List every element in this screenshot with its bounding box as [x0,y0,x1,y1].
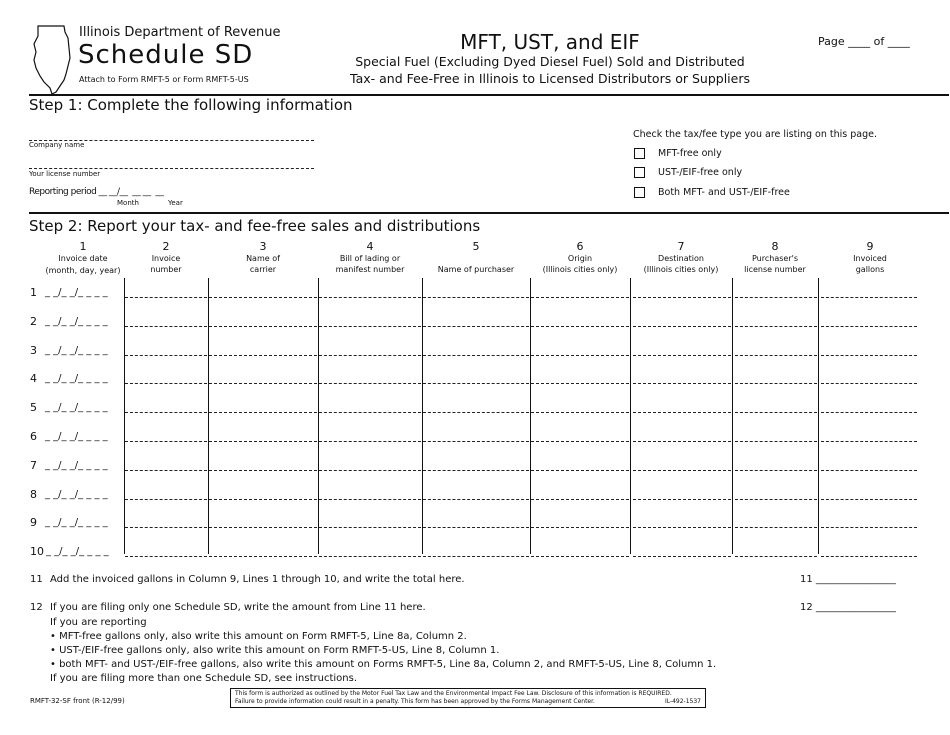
col9-label: Invoiced [853,254,887,263]
col4-sublabel: manifest number [335,265,405,274]
both-free-label: Both MFT- and UST-/EIF-free [658,187,790,198]
row-cell-input[interactable] [633,527,731,528]
col9-sublabel: gallons [855,265,885,274]
row-cell-input[interactable] [125,326,207,327]
row-cell-input[interactable] [735,412,817,413]
row-cell-input[interactable] [319,499,421,500]
row-cell-input[interactable] [531,470,629,471]
row-cell-input[interactable] [735,527,817,528]
row-cell-input[interactable] [633,441,731,442]
column-divider [208,278,209,554]
step-divider [29,212,949,214]
reporting-period-field[interactable]: Reporting period __ __/__ __ __ __ [29,187,164,197]
row-cell-input[interactable] [531,527,629,528]
invoice-date-input[interactable]: _ _/_ _/_ _ _ _ [45,316,108,327]
line11-total-input[interactable]: 11 ________________ [800,574,896,585]
step1-heading: Step 1: Complete the following information [29,96,353,114]
department-name: Illinois Department of Revenue [79,25,281,40]
row-cell-input[interactable] [531,355,629,356]
disclosure-line-2: Failure to provide information could result in a penalty. This form has been approved by the Forms Management Center. [235,698,595,705]
license-number-label: Your license number [29,170,101,178]
col4-number: 4 [366,240,374,253]
form-title: MFT, UST, and EIF [460,30,640,54]
row-cell-input[interactable] [319,527,421,528]
row-cell-input[interactable] [209,412,317,413]
row-cell-input[interactable] [209,556,317,557]
row-cell-input[interactable] [821,499,917,500]
row-cell-input[interactable] [125,527,207,528]
col7-number: 7 [677,240,685,253]
step2-heading: Step 2: Report your tax- and fee-free sales and distributions [29,217,481,235]
row-cell-input[interactable] [735,383,817,384]
bullet-both: • both MFT- and UST-/EIF-free gallons, also write this amount on Forms RMFT-5, Line 8a, Column 2, and RMFT-5-US, Line 8, Column 1. [50,659,717,670]
column-divider [124,278,125,554]
row-number: 5 [30,401,37,414]
row-cell-input[interactable] [735,355,817,356]
col6-label: Origin [567,254,593,263]
row-cell-input[interactable] [209,499,317,500]
col3-number: 3 [259,240,267,253]
row-cell-input[interactable] [125,556,207,557]
row-cell-input[interactable] [319,412,421,413]
form-subtitle-2: Tax- and Fee-Free in Illinois to Licensed Distributors or Suppliers [350,71,750,86]
row-cell-input[interactable] [319,326,421,327]
row-cell-input[interactable] [821,412,917,413]
row-cell-input[interactable] [209,355,317,356]
row-cell-input[interactable] [125,355,207,356]
row-cell-input[interactable] [125,297,207,298]
col7-sublabel: (Illinois cities only) [643,265,719,274]
row-cell-input[interactable] [209,326,317,327]
row-cell-input[interactable] [821,355,917,356]
page-number-field[interactable]: Page ____ of ____ [818,35,910,48]
invoice-date-input[interactable]: _ _/_ _/_ _ _ _ [45,431,108,442]
form-id: RMFT-32-SF front (R-12/99) [30,697,125,705]
form-code: IL-492-1537 [664,698,701,705]
row-cell-input[interactable] [423,470,529,471]
row-cell-input[interactable] [423,297,529,298]
row-cell-input[interactable] [423,326,529,327]
col4-label: Bill of lading or [339,254,401,263]
col5-number: 5 [472,240,480,253]
row-cell-input[interactable] [423,499,529,500]
ust-eif-free-label: UST-/EIF-free only [658,167,743,178]
row-cell-input[interactable] [319,441,421,442]
row-cell-input[interactable] [423,412,529,413]
row-cell-input[interactable] [735,556,817,557]
ust-eif-free-checkbox[interactable] [634,167,645,178]
invoice-date-input[interactable]: _ _/_ _/_ _ _ _ [45,489,108,500]
bullet-ust: • UST-/EIF-free gallons only, also write this amount on Form RMFT-5-US, Line 8, Column 1. [50,645,500,656]
row-cell-input[interactable] [531,441,629,442]
bullet-mft: • MFT-free gallons only, also write this amount on Form RMFT-5, Line 8a, Column 2. [50,631,467,642]
col8-number: 8 [771,240,779,253]
col6-number: 6 [576,240,584,253]
row-cell-input[interactable] [209,297,317,298]
column-divider [732,278,733,554]
invoice-date-input[interactable]: _ _/_ _/_ _ _ _ [45,402,108,413]
row-cell-input[interactable] [735,297,817,298]
row-number: 10 [30,545,44,558]
row-cell-input[interactable] [209,527,317,528]
column-divider [422,278,423,554]
row-cell-input[interactable] [821,470,917,471]
schedule-title: Schedule SD [78,40,254,70]
row-cell-input[interactable] [633,412,731,413]
invoice-date-input[interactable]: _ _/_ _/_ _ _ _ [45,460,108,471]
attach-note: Attach to Form RMFT-5 or Form RMFT-5-US [79,75,249,84]
both-free-checkbox[interactable] [634,187,645,198]
col1-number: 1 [79,240,87,253]
row-number: 1 [30,286,37,299]
month-label: Month [117,199,139,207]
row-cell-input[interactable] [319,355,421,356]
line12-total-input[interactable]: 12 ________________ [800,602,896,613]
col3-sublabel: carrier [249,265,277,274]
row-cell-input[interactable] [423,556,529,557]
row-number: 3 [30,344,37,357]
column-divider [530,278,531,554]
illinois-map-icon [30,24,76,96]
col8-sublabel: license number [744,265,806,274]
row-cell-input[interactable] [633,297,731,298]
row-cell-input[interactable] [423,527,529,528]
row-cell-input[interactable] [531,383,629,384]
disclosure-line-1: This form is authorized as outlined by the Motor Fuel Tax Law and the Environmental Impact Fee Law. Disclosure of this information is REQUIRED. [235,690,672,697]
row-cell-input[interactable] [423,355,529,356]
row-number: 2 [30,315,37,328]
row-number: 4 [30,372,37,385]
row-cell-input[interactable] [423,383,529,384]
row-number: 7 [30,459,37,472]
col9-number: 9 [866,240,874,253]
reporting-intro: If you are reporting [50,617,147,628]
invoice-date-input[interactable]: _ _/_ _/_ _ _ _ [46,546,109,557]
row-cell-input[interactable] [735,326,817,327]
check-type-heading: Check the tax/fee type you are listing on this page. [633,129,877,140]
row-cell-input[interactable] [633,326,731,327]
column-divider [318,278,319,554]
row-cell-input[interactable] [821,441,917,442]
row-cell-input[interactable] [531,297,629,298]
row-cell-input[interactable] [319,470,421,471]
col7-label: Destination [658,254,704,263]
row-cell-input[interactable] [821,556,917,557]
company-name-label: Company name [29,141,85,149]
line12-text: If you are filing only one Schedule SD, write the amount from Line 11 here. [50,602,426,613]
col2-number: 2 [162,240,170,253]
row-cell-input[interactable] [209,470,317,471]
invoice-date-input[interactable]: _ _/_ _/_ _ _ _ [45,517,108,528]
row-cell-input[interactable] [735,441,817,442]
col3-label: Name of [246,254,280,263]
col8-label: Purchaser's [752,254,798,263]
invoice-date-input[interactable]: _ _/_ _/_ _ _ _ [45,287,108,298]
row-cell-input[interactable] [531,326,629,327]
col1-sublabel: (month, day, year) [45,266,121,275]
row-number: 6 [30,430,37,443]
row-cell-input[interactable] [821,326,917,327]
row-cell-input[interactable] [319,556,421,557]
year-label: Year [168,199,183,207]
mft-free-label: MFT-free only [658,148,722,159]
disclosure-box [230,688,706,708]
row-cell-input[interactable] [319,297,421,298]
row-cell-input[interactable] [821,383,917,384]
row-cell-input[interactable] [531,556,629,557]
row-cell-input[interactable] [821,527,917,528]
row-cell-input[interactable] [125,441,207,442]
row-cell-input[interactable] [633,556,731,557]
row-cell-input[interactable] [209,383,317,384]
row-cell-input[interactable] [423,441,529,442]
col2-label: Invoice [151,254,181,263]
row-number: 9 [30,516,37,529]
form-subtitle-1: Special Fuel (Excluding Dyed Diesel Fuel) Sold and Distributed [355,54,745,69]
row-cell-input[interactable] [633,383,731,384]
row-cell-input[interactable] [125,499,207,500]
row-cell-input[interactable] [735,470,817,471]
line11-text: Add the invoiced gallons in Column 9, Lines 1 through 10, and write the total here. [50,574,465,585]
line12-number: 12 [30,602,43,613]
row-cell-input[interactable] [125,470,207,471]
row-cell-input[interactable] [209,441,317,442]
row-cell-input[interactable] [531,412,629,413]
license-number-input[interactable] [29,168,314,169]
column-divider [818,278,819,554]
more-schedules-note: If you are filing more than one Schedule SD, see instructions. [50,673,358,684]
col1-label: Invoice date [58,254,108,263]
invoice-date-input[interactable]: _ _/_ _/_ _ _ _ [45,345,108,356]
row-cell-input[interactable] [125,383,207,384]
row-number: 8 [30,488,37,501]
column-divider [630,278,631,554]
row-cell-input[interactable] [319,383,421,384]
invoice-date-input[interactable]: _ _/_ _/_ _ _ _ [45,373,108,384]
row-cell-input[interactable] [735,499,817,500]
col2-sublabel: number [150,265,182,274]
row-cell-input[interactable] [531,499,629,500]
col6-sublabel: (Illinois cities only) [542,265,618,274]
col5-label: Name of purchaser [437,265,515,274]
line11-number: 11 [30,574,43,585]
row-cell-input[interactable] [633,470,731,471]
mft-free-checkbox[interactable] [634,148,645,159]
row-cell-input[interactable] [633,355,731,356]
row-cell-input[interactable] [125,412,207,413]
row-cell-input[interactable] [633,499,731,500]
row-cell-input[interactable] [821,297,917,298]
